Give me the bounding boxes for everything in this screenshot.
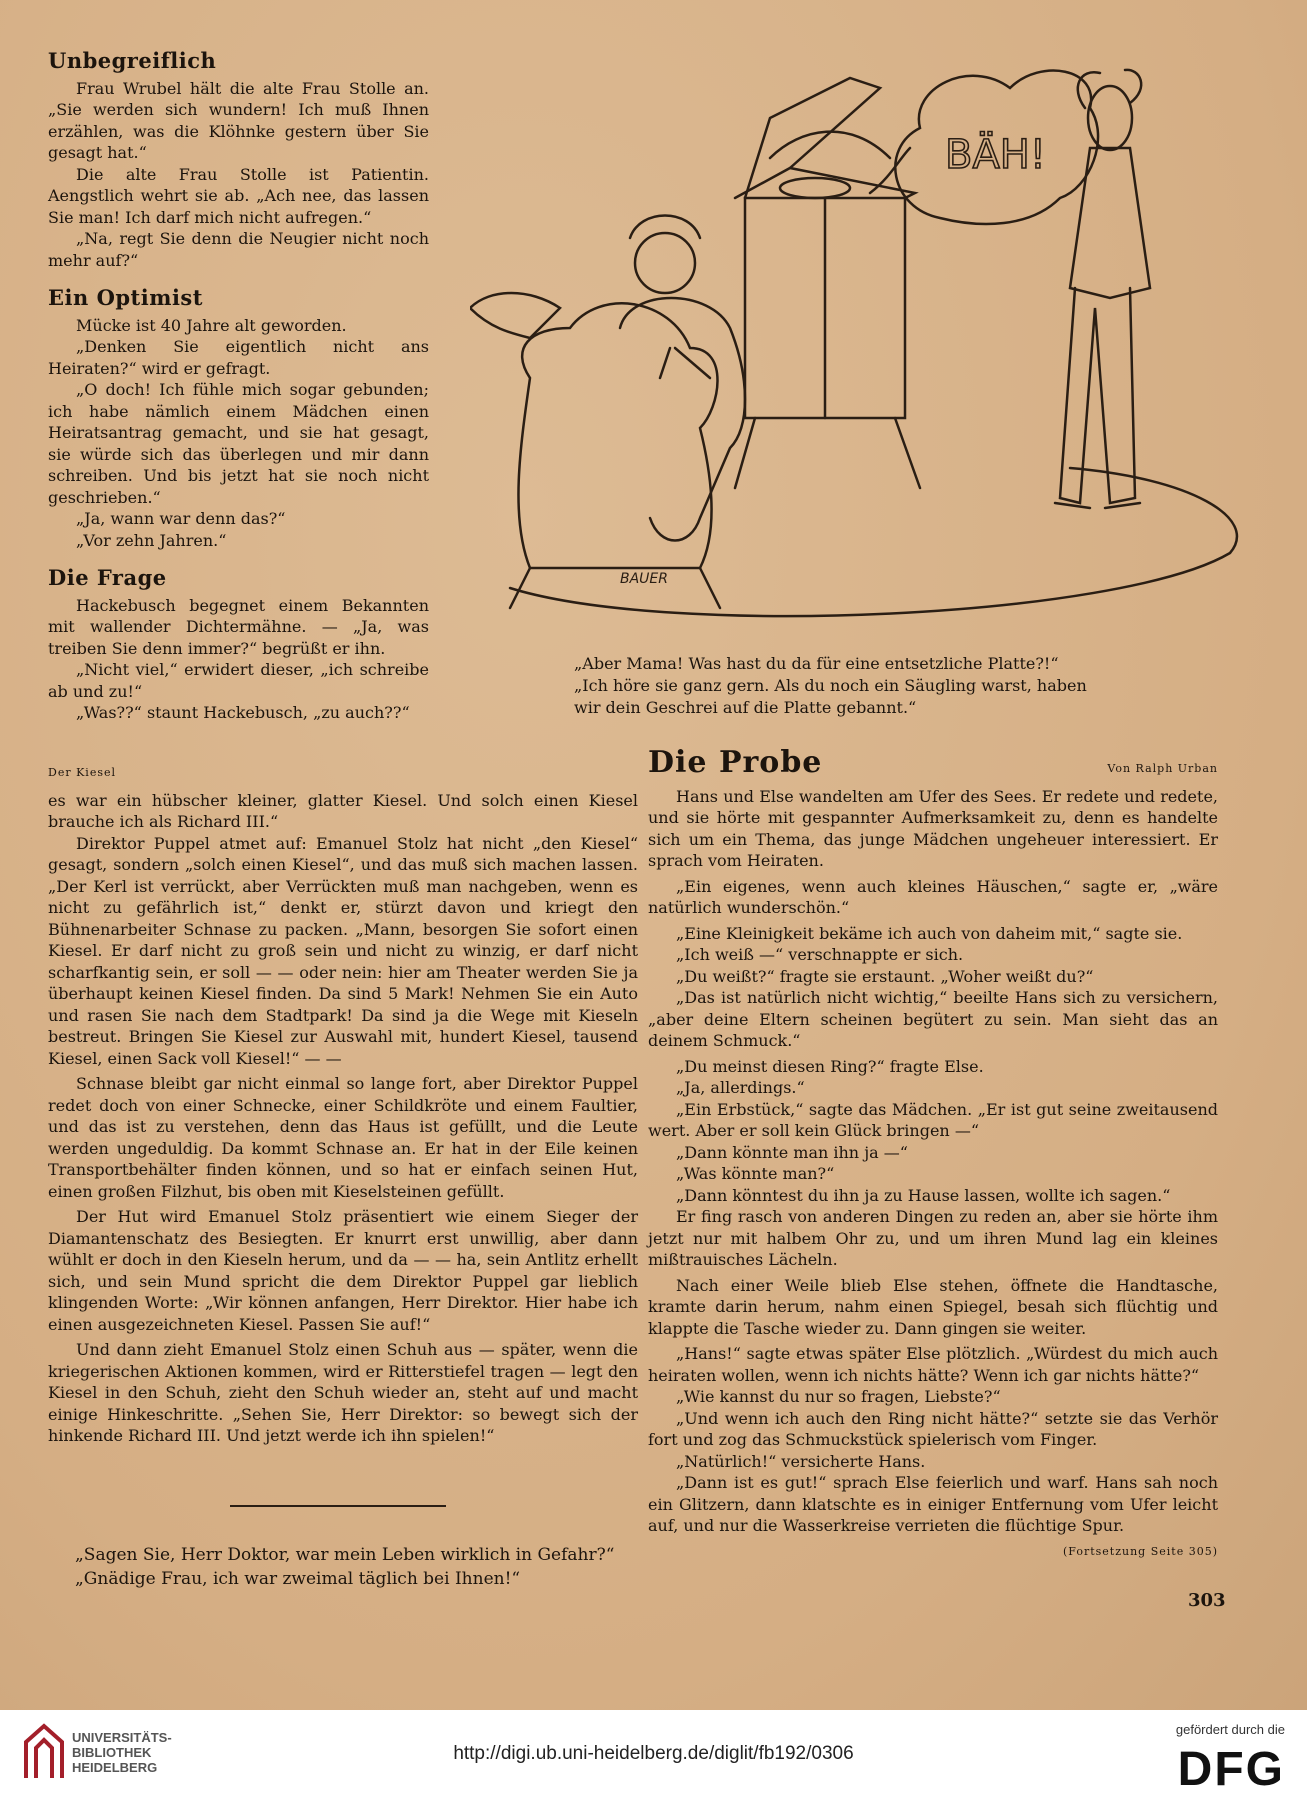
paragraph: „Das ist natürlich nicht wichtig,“ beeilte Hans sich zu versichern, „aber deine Eltern scheinen begütert zu sein. Man sieht das an deinem Schmuck.“ (648, 988, 1218, 1050)
probe-header (648, 745, 1218, 780)
paragraph: „Denken Sie eigentlich nicht ans Heiraten?“ wird er gefragt. (48, 337, 429, 378)
dfg-logo: DFG (1177, 1743, 1285, 1796)
quote-line: „Sagen Sie, Herr Doktor, war mein Leben wirklich in Gefahr?“ (75, 1545, 615, 1565)
paragraph: „Nicht viel,“ erwidert dieser, „ich schreibe ab und zu!“ (48, 660, 429, 701)
institution-line: BIBLIOTHEK (72, 1745, 152, 1760)
paragraph: „Ja, allerdings.“ (676, 1078, 805, 1097)
probe-title: Die Probe (648, 745, 823, 780)
doctor-quote (75, 1543, 635, 1591)
paragraph: Hans und Else wandelten am Ufer des Sees. Er redete und redete, und sie hörte mit gespannter Aufmerksamkeit zu, denn es handelte sich um ein Thema, das junge Mädchen ungeheuer interessiert. Er sprach vom Heiraten. (648, 786, 1218, 870)
probe-author: Von Ralph Urban (1107, 762, 1218, 775)
caption-line: „Ich höre sie ganz gern. Als du noch ein Säugling warst, haben wir dein Geschrei auf die Platte gebannt.“ (574, 676, 1087, 717)
cartoon-illustration (470, 48, 1270, 618)
paragraph: Schnase bleibt gar nicht einmal so lange fort, aber Direktor Puppel redet doch von einer Schnecke, einer Schildkröte und einem Faultier, und das ist zu verstehen, denn das Haus ist gefüllt, und die Leute werden ungeduldig. Da kommt Schnase an. Er hat in der Eile keinen Transportbehälter finden können, und so hat er einfach seinen Hut, einen großen Filzhut, bis oben mit Kieselsteinen gefüllt. (48, 1074, 638, 1201)
paragraph: „Ein Erbstück,“ sagte das Mädchen. „Er ist gut seine zweitausend wert. Aber er soll kein Glück bringen —“ (648, 1099, 1218, 1140)
section-label: Der Kiesel (48, 766, 117, 779)
paragraph: „Was könnte man?“ (676, 1164, 835, 1183)
paragraph: „Du meinst diesen Ring?“ fragte Else. (676, 1056, 984, 1076)
paragraph: „Dann ist es gut!“ sprach Else feierlich und warf. Hans sah noch ein Glitzern, dann klatschte es in einiger Entfernung vom Ufer leicht auf, und nur die Wasserkreise verrieten die flüchtige Spur. (648, 1473, 1218, 1535)
heading-optimist: Ein Optimist (48, 285, 203, 310)
paragraph: „Und wenn ich auch den Ring nicht hätte?“ setzte sie das Verhör fort und zog das Schmuckstück spielerisch vom Finger. (648, 1408, 1218, 1449)
paragraph: „Na, regt Sie denn die Neugier nicht noch mehr auf?“ (48, 229, 429, 270)
continuation-note: (Fortsetzung Seite 305) (1063, 1544, 1218, 1558)
paragraph: Er fing rasch von anderen Dingen zu reden an, aber sie hörte ihm jetzt nur mit halbem Ohr zu, und um ihren Mund lag ein kleines mißtrauisches Lächeln. (648, 1207, 1218, 1269)
paragraph: „Dann könntest du ihn ja zu Hause lassen, wollte ich sagen.“ (676, 1185, 1171, 1205)
left-column (48, 50, 429, 724)
paragraph: Nach einer Weile blieb Else stehen, öffnete die Handtasche, kramte darin herum, nahm einen Spiegel, besah sich flüchtig und klappte die Tasche wieder zu. Dann gingen sie weiter. (648, 1275, 1218, 1338)
paragraph: „Wie kannst du nur so fragen, Liebste?“ (676, 1387, 1001, 1406)
paragraph: Die alte Frau Stolle ist Patientin. Aengstlich wehrt sie ab. „Ach nee, das lassen Sie man! Ich darf mich nicht aufregen.“ (48, 164, 429, 227)
divider-rule (230, 1505, 446, 1507)
cartoon-caption (574, 653, 1094, 719)
artist-signature: BAUER (620, 571, 669, 587)
paragraph: Hackebusch begegnet einem Bekannten mit wallender Dichtermähne. — „Ja, was treiben Sie denn immer?“ begrüßt er ihn. (48, 595, 429, 658)
paragraph: „Ein eigenes, wenn auch kleines Häuschen,“ sagte er, „wäre natürlich wunderschön.“ (648, 876, 1218, 917)
funding-note: gefördert durch die (1175, 1722, 1285, 1737)
quote-line: „Gnädige Frau, ich war zweimal täglich bei Ihnen!“ (75, 1569, 521, 1589)
paragraph: „Dann könnte man ihn ja —“ (676, 1142, 908, 1162)
heading-frage: Die Frage (48, 565, 167, 590)
paragraph: „Natürlich!“ versicherte Hans. (676, 1451, 926, 1471)
paragraph: „O doch! Ich fühle mich sogar gebunden; ich habe nämlich einem Mädchen einen Heiratsantrag gemacht, und sie hat gesagt, sie würde sich das überlegen und mir dann schreiben. Und bis jetzt hat sie noch nicht geschrieben.“ (48, 380, 429, 507)
paragraph: es war ein hübscher kleiner, glatter Kiesel. Und solch einen Kiesel brauche ich als Richard III.“ (48, 790, 638, 831)
caption-line: „Aber Mama! Was hast du da für eine entsetzliche Platte?!“ (574, 654, 1059, 673)
institution-line: HEIDELBERG (72, 1760, 158, 1775)
paragraph: „Ich weiß —“ verschnappte er sich. (676, 945, 964, 964)
paragraph: Der Hut wird Emanuel Stolz präsentiert wie einem Sieger der Diamantenschatz des Besiegten. Er knurrt erst unwillig, aber dann wühlt er doch in den Kieseln herum, und da — — ha, sein Antlitz erhellt sich, und sein Mund spricht die dem Direktor Puppel gar lieblich klingenden Worte: „Wir können anfangen, Herr Direktor. Hier habe ich einen ausgezeichneten Kiesel. Passen Sie auf!“ (48, 1207, 638, 1334)
page-number: 303 (1188, 1590, 1226, 1611)
probe-column (648, 745, 1218, 1562)
paragraph: „Eine Kleinigkeit bekäme ich auch von daheim mit,“ sagte sie. (676, 923, 1183, 943)
speech-text: BÄH! (945, 132, 1046, 178)
paragraph: Und dann zieht Emanuel Stolz einen Schuh aus — später, wenn die kriegerischen Aktionen kommen, wird er Ritterstiefel tragen — legt den Kiesel in den Schuh, zieht den Schuh wieder an, steht auf und macht einige Hinkeschritte. „Sehen Sie, Herr Direktor: so bewegt sich der hinkende Richard III. Und jetzt werde ich ihn spielen!“ (48, 1340, 638, 1445)
paragraph: „Hans!“ sagte etwas später Else plötzlich. „Würdest du mich auch heiraten wollen, wenn ich nichts hätte? Wenn ich gar nichts hätte?“ (648, 1344, 1218, 1385)
paragraph: „Was??“ staunt Hackebusch, „zu auch??“ (76, 703, 410, 722)
heading-unbegreiflich: Unbegreiflich (48, 48, 217, 73)
paragraph: „Ja, wann war denn das?“ (76, 509, 286, 528)
paragraph: Mücke ist 40 Jahre alt geworden. (76, 315, 347, 335)
institution-line: UNIVERSITÄTS- (72, 1730, 172, 1745)
kiesel-column (48, 762, 638, 1447)
paragraph: „Du weißt?“ fragte sie erstaunt. „Woher weißt du?“ (676, 966, 1094, 986)
permalink[interactable]: http://digi.ub.uni-heidelberg.de/diglit/fb192/0306 (453, 1743, 854, 1764)
paragraph: „Vor zehn Jahren.“ (76, 530, 227, 550)
paragraph: Frau Wrubel hält die alte Frau Stolle an. „Sie werden sich wundern! Ich muß Ihnen erzählen, was die Klöhnke gestern über Sie gesagt hat.“ (48, 78, 429, 162)
paragraph: Direktor Puppel atmet auf: Emanuel Stolz hat nicht „den Kiesel“ gesagt, sondern „solch einen Kiesel“, und das muß sich machen lassen. „Der Kerl ist verrückt, aber Verrückten muß man nachgeben, wenn es nicht zu gefährlich ist,“ denkt er, stürzt davon und kriegt den Bühnenarbeiter Schnase zu packen. „Mann, besorgen Sie sofort einen Kiesel. Er darf nicht zu groß sein und nicht zu winzig, er darf nicht scharfkantig sein, er soll — — oder nein: hier am Theater werden Sie ja überhaupt keinen Kiesel finden. Da sind 5 Mark! Nehmen Sie ein Auto und rasen Sie nach dem Stadtpark! Da sind ja die Wege mit Kieseln bestreut. Bringen Sie Kiesel zur Auswahl mit, hundert Kiesel, tausend Kiesel, einen Sack voll Kiesel!“ — — (48, 833, 638, 1068)
